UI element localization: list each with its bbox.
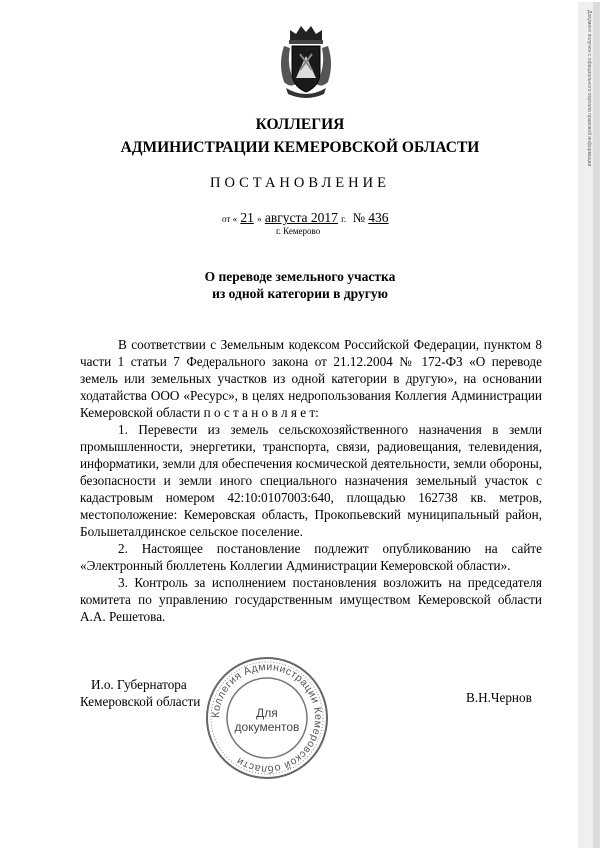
document-type: ПОСТАНОВЛЕНИЕ (210, 175, 390, 191)
document-body (80, 336, 542, 625)
paragraph-item-2: 2. Настоящее постановление подлежит опубликованию на сайте «Электронный бюллетень Коллегии Администрации Кемеровской области». (80, 541, 542, 573)
city: г. Кемерово (276, 226, 321, 236)
document-number: 436 (368, 210, 389, 225)
stamp-ring-text: Коллегия Администрации Кемеровской области (209, 660, 325, 776)
paragraph-item-3: 3. Контроль за исполнением постановления возложить на председателя комитета по управлению государственным имуществом Кемеровской области А.А. Решетова. (80, 575, 542, 624)
org-title-line1: КОЛЛЕГИЯ (255, 116, 345, 133)
date-day: 21 (240, 210, 254, 225)
paragraph-item-1: 1. Перевести из земель сельскохозяйственного назначения в земли промышленности, энергетики, транспорта, связи, радиовещания, телевидения, информатики, земли для обеспечения космической деятельности, земли обороны, безопасности и земли иного специального назначения земельный участок с кадастровым номером 42:10:0107003:640, площадью 162738 кв. метров, местоположение: Кемеровская область, Прокопьевский муниципальный район, Большеталдинское сельское поселение. (80, 422, 542, 539)
number-label: № (352, 210, 365, 225)
signatory-title-line1: И.о. Губернатора (91, 677, 187, 692)
date-year-suffix: г. (341, 214, 347, 224)
date-line (222, 210, 389, 226)
signatory-title-line2: Кемеровской области (80, 694, 201, 709)
side-note: Документ получен с официального портала правовой информации (586, 10, 592, 167)
stamp-center-line1: Для (256, 706, 278, 720)
stamp-center-line2: документов (234, 720, 300, 734)
paragraph-preamble: В соответствии с Земельным кодексом Российской Федерации, пунктом 8 части 1 статьи 7 Федерального закона от 21.12.2004 № 172-ФЗ «О переводе земель или земельных участков из одной категории в другую», на основании ходатайства ООО «Ресурс», в целях недропользования Коллегия Администрации Кемеровской области п о с т а н о в л я е т: (80, 337, 542, 420)
signatory-name: В.Н.Чернов (466, 690, 532, 705)
date-month-year: августа 2017 (264, 210, 338, 225)
subject-line1: О переводе земельного участка (204, 269, 396, 284)
signatory-title (80, 676, 200, 710)
subject-line2: из одной категории в другую (212, 286, 388, 301)
date-prefix: от « (222, 214, 238, 224)
date-mid: » (257, 214, 262, 224)
official-stamp (204, 655, 330, 781)
coat-of-arms-icon (276, 24, 336, 100)
org-title-line2: АДМИНИСТРАЦИИ КЕМЕРОВСКОЙ ОБЛАСТИ (120, 139, 480, 156)
